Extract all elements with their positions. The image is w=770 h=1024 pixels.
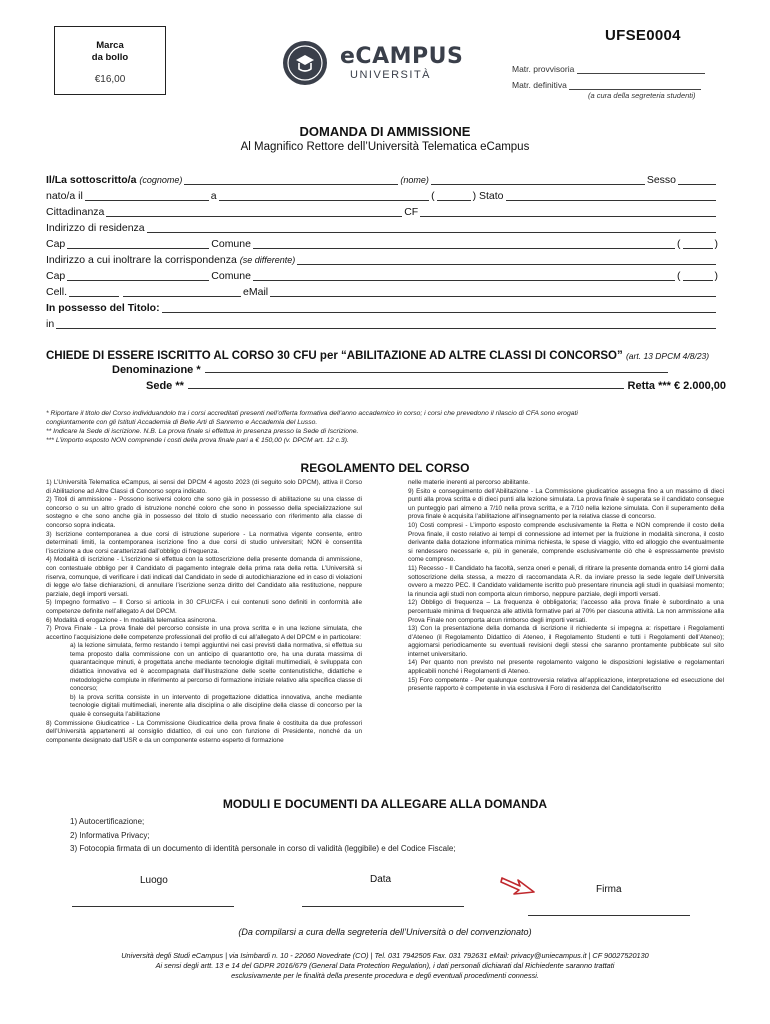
footnotes: [46, 409, 736, 445]
stato-label: ) Stato: [472, 190, 504, 202]
footer-line-1: Università degli Studi eCampus | via Isimbardi n. 10 - 22060 Novedrate (CO) | Tel. 031 7942505 Fax. 031 792631 eMail: privacy@uniecampus.it | CF 90027520130: [121, 951, 649, 960]
row-corrispondenza: [46, 252, 718, 268]
allegati-title: MODULI E DOCUMENTI DA ALLEGARE ALLA DOMANDA: [222, 797, 548, 811]
footnote-1: * Riportare il titolo del Corso individuandolo tra i corsi accreditati presenti nell’offerta formativa dell’anno accademico in corso; i corsi che prevedono il rilascio di CFA sono erogati: [46, 410, 578, 417]
cell-label: Cell.: [46, 286, 68, 298]
cap2-label: Cap: [46, 270, 66, 282]
stamp-price: €16,00: [94, 74, 126, 85]
stato-field[interactable]: [506, 199, 716, 201]
row-cap-comune: [46, 236, 718, 252]
regolamento-item-7: 7) Prova Finale - La prova finale del percorso consiste in una prova scritta e in una lezione simulata, che accertino l’acquisizione delle competenze professionali del profilo di cui all’allegato A del DPCM e in particolare:: [46, 625, 362, 641]
sede-row: [146, 380, 726, 392]
luogo-field[interactable]: [72, 905, 234, 907]
row-cittadinanza: [46, 204, 718, 220]
row-titolo: [46, 300, 718, 316]
titolo-in-field[interactable]: [56, 327, 716, 329]
regolamento-item-12: 12) Obbligo di frequenza – La frequenza è obbligatoria; l’accesso alla prova finale è subordinato a una percentuale minima di frequenza alle attività formative pari al 70% per ciascuna attività. La non ammissione alla Prova Finale non comporta alcun rimborso degli importi versati.: [408, 599, 724, 624]
luogo-nascita-field[interactable]: [219, 199, 429, 201]
denominazione-label: Denominazione *: [112, 364, 201, 376]
regolamento-item-2: 2) Titoli di ammissione - Possono iscriversi coloro che sono già in possesso di abilitazione su una classe di concorso o su un altro grado di istruzione nonché coloro che sono in possesso della specializzazione sul sostegno e che sono anche già in possesso del titolo di studio necessario con riferimento alla classe di concorso sopra indicata.: [46, 496, 362, 529]
prov2-close: ): [714, 270, 718, 282]
footer-line-3: esclusivamente per le finalità della presente procedura e degli eventuali procedimenti connessi.: [231, 971, 539, 980]
titolo-in-label: in: [46, 318, 55, 330]
logo-brand: eCAMPUS: [340, 44, 464, 69]
email-field[interactable]: [270, 295, 716, 297]
sesso-label: Sesso: [646, 174, 676, 186]
comune2-field[interactable]: [253, 279, 675, 281]
corrispondenza-label: Indirizzo a cui inoltrare la corrispondenza: [46, 254, 237, 266]
regolamento-item-9: 9) Esito e conseguimento dell’Abilitazione - La Commissione giudicatrice assegna fino a un massimo di dieci punti alla prova scritta e di dieci punti alla lezione simulata. La prova finale è superata se il candidato consegue un punteggio pari almeno a 7/10 nella prova scritta, e a 7/10 nella lezione simulata. Con il superamento della prova finale è acquisita l’abilitazione all’insegnamento per la relativa classe di concorso.: [408, 487, 724, 521]
regolamento-item-14: 14) Per quanto non previsto nel presente regolamento valgono le disposizioni legislative e regolamentari applicabili nonché i Regolamenti di Ateneo.: [408, 659, 724, 676]
cf-field[interactable]: [420, 215, 716, 217]
nome-label: (nome): [400, 175, 429, 185]
regolamento-item-7a: a) la lezione simulata, fermo restando i tempi aggiuntivi nei casi previsti dalla normativa, si effettua su tema proposto dalla commissione con un anticipo di quarantotto ore, ha una durata massima di quarantacinque minuti, è progettata anche mediante tecnologie digitali multimediali, è sviluppata con didattica innovativa ed è accompagnata dall’illustrazione delle scelte contenutistiche, didattiche e metodologiche compiute in riferimento al percorso di formazione iniziale relativo alla specifica classe di concorso;: [70, 642, 362, 693]
denominazione-row: [112, 364, 672, 376]
arrow-right-icon: [500, 872, 536, 898]
page-subtitle: Al Magnifico Rettore dell’Università Telematica eCampus: [240, 141, 530, 153]
sede-field[interactable]: [188, 387, 624, 389]
personal-data-section: [46, 172, 718, 332]
se-differente-label: (se differente): [239, 255, 296, 265]
row-nascita: [46, 188, 718, 204]
cell-field-2[interactable]: [123, 295, 241, 297]
footnote-1b: congiuntamente con gli Istituti Accademia di Belle Arti di Sanremo e Accademia del Lusso.: [46, 419, 318, 426]
prov2-field[interactable]: [683, 279, 713, 281]
allegati-list: [70, 815, 456, 856]
data-label: Data: [370, 874, 392, 885]
email-label: eMail: [243, 286, 269, 298]
cap-label: Cap: [46, 238, 66, 250]
row-residenza: [46, 220, 718, 236]
stamp-line1: Marca: [96, 40, 124, 51]
cap2-field[interactable]: [67, 279, 209, 281]
prov-close: ): [714, 238, 718, 250]
corrispondenza-field[interactable]: [297, 263, 716, 265]
allegato-item-3: 3) Fotocopia firmata di un documento di identità personale in corso di validità (leggibile) e del Codice Fiscale;: [70, 844, 456, 853]
footer-line-2: Ai sensi degli artt. 13 e 14 del GDPR 2016/679 (General Data Protection Regulation), i dati personali dichiarati dal Richiedente saranno trattati: [155, 961, 615, 970]
regolamento-item-8-cont: nelle materie inerenti al percorso abilitante.: [408, 479, 530, 486]
prov-field[interactable]: [683, 247, 713, 249]
regolamento-item-10: 10) Costi compresi - L’importo esposto comprende esclusivamente la Retta e NON comprende il costo della Prova finale, il costo relativo ai tempi di connessione ad internet per la fruizione in modalità sincrona, il costo derivante dalla dotazione informatica minima richiesta, le spese di viaggio, vitto ed alloggio che eventualmente si rendessero necessarie e, più in generale, comprende esclusivamente ciò che è espressamente previsto come compreso.: [408, 521, 724, 564]
cognome-field[interactable]: [184, 183, 398, 185]
nato-il-label: nato/a il: [46, 190, 83, 202]
chiede-heading: [46, 350, 746, 362]
cognome-label: (cognome): [139, 175, 183, 185]
regolamento-item-6: 6) Modalità di erogazione - In modalità telematica asincrona.: [46, 616, 217, 624]
logo-sub: UNIVERSITÀ: [350, 69, 432, 81]
regolamento-item-15: 15) Foro competente - Per qualunque controversia relativa all’applicazione, interpretazione ed esecuzione del presente rapporto è competente in via esclusiva il Foro di residenza del Candidato/Iscritto: [408, 676, 724, 693]
form-code: UFSE0004: [605, 27, 681, 44]
titolo-field[interactable]: [162, 311, 716, 313]
comune-field[interactable]: [253, 247, 675, 249]
row-contatti: [46, 284, 718, 300]
prov2-open: (: [677, 270, 681, 282]
luogo-nascita-label: a: [210, 190, 217, 202]
regolamento-item-8: 8) Commissione Giudicatrice - La Commissione Giudicatrice della prova finale è costituita da due professori dell’Università appartenenti al consiglio didattico, di cui uno con funzione di Presidente, nonché da un componente designato dall’USR e da un componente esterno esperto di formazione: [46, 719, 362, 744]
regolamento-item-13: 13) Con la presentazione della domanda di iscrizione il richiedente si impegna a: rispettare i Regolamenti d’Ateneo (il Regolamento Didattico di Ateneo, il Regolamento Studenti e tutti i Regolamenti dell’Ateneo); aggiornarsi periodicamente su eventuali revisioni degli stessi che saranno prontamente pubblicate sul sito internet universitario.: [408, 625, 724, 658]
regolamento-title: REGOLAMENTO DEL CORSO: [300, 461, 470, 475]
prov-open: (: [677, 238, 681, 250]
sesso-field[interactable]: [678, 183, 716, 185]
nome-field[interactable]: [431, 183, 645, 185]
matricola-provvisoria-label: Matr. provvisoria: [512, 64, 575, 74]
firma-field[interactable]: [528, 914, 690, 916]
cap-field[interactable]: [67, 247, 209, 249]
sede-label: Sede **: [146, 380, 184, 392]
prov-nascita-field[interactable]: [437, 199, 471, 201]
chiede-text: CHIEDE DI ESSERE ISCRITTO AL CORSO 30 CFU per “ABILITAZIONE AD ALTRE CLASSI DI CONCORSO”: [46, 350, 623, 362]
retta-label: Retta *** € 2.000,00: [627, 380, 726, 392]
data-field[interactable]: [302, 905, 464, 907]
matricola-provvisoria-field[interactable]: [577, 64, 705, 74]
footnote-3: *** L’importo esposto NON comprende i costi della prova finale pari a € 150,00 (v. DPCM art. 12 c.3).: [46, 437, 349, 444]
chiede-ref: (art. 13 DPCM 4/8/23): [625, 351, 710, 361]
regolamento-item-1: 1) L’Università Telematica eCampus, ai sensi del DPCM 4 agosto 2023 (di seguito solo DPCM), attiva il Corso di Abilitazione ad Altre Classi di Concorso sopra indicato.: [46, 479, 362, 495]
regolamento-item-3: 3) Iscrizione contemporanea a due corsi di istruzione superiore - La normativa vigente consente, entro determinati limiti, la contemporanea iscrizione fino a due corsi di studio universitari; NON è consentita l’iscrizione a due corsi caratterizzati dall’obbligo di frequenza.: [46, 530, 362, 555]
comune2-label: Comune: [211, 270, 251, 282]
titolo-label: In possesso del Titolo:: [46, 302, 160, 314]
row-cap-comune-2: [46, 268, 718, 284]
page-footer: [0, 951, 770, 981]
firma-label: Firma: [596, 884, 622, 895]
matricola-definitiva-label: Matr. definitiva: [512, 80, 567, 90]
page-title: DOMANDA DI AMMISSIONE: [299, 124, 471, 139]
residenza-field[interactable]: [147, 231, 716, 233]
cittadinanza-field[interactable]: [106, 215, 402, 217]
sottoscritto-label: Il/La sottoscritto/a: [46, 174, 137, 186]
footnote-2: ** Indicare la Sede di iscrizione. N.B. La prova finale si effettua in presenza presso la Sede di Iscrizione.: [46, 428, 359, 435]
allegato-item-1: 1) Autocertificazione;: [70, 817, 145, 826]
regolamento-item-4: 4) Modalità di iscrizione - L’iscrizione si effettua con la sottoscrizione della presente domanda di ammissione, con contestuale obbligo per il Candidato di pagamento integrale della prima rata della retta. L’Università si riserva, comunque, di verificare i dati indicati dal Candidato in sede di autodichiarazione ed in caso di violazioni di legge e/o false dichiarazioni, di annullare l’iscrizione senza diritto del Candidato alla restituzione, neppure parziale, degli importi versati.: [46, 556, 362, 598]
segreteria-note: (Da compilarsi a cura della segreteria dell’Università o del convenzionato): [238, 927, 532, 937]
matricola-provvisoria: [512, 64, 705, 74]
regolamento-right-column: [408, 479, 724, 694]
row-titolo-in: [46, 316, 718, 332]
matricola-definitiva-field[interactable]: [569, 80, 701, 90]
regolamento-left-column: [46, 479, 362, 745]
regolamento-item-5: 5) Impegno formativo – Il Corso si articola in 30 CFU/CFA i cui contenuti sono definiti in conformità alle competenze definite nell’allegato A del DPCM.: [46, 599, 362, 615]
comune-label: Comune: [211, 238, 251, 250]
ecampus-emblem-icon: [282, 40, 328, 86]
data-nascita-field[interactable]: [85, 199, 209, 201]
cittadinanza-label: Cittadinanza: [46, 206, 105, 218]
matricola-note: (a cura della segreteria studenti): [588, 91, 696, 100]
cf-label: CF: [404, 206, 419, 218]
matricola-definitiva: [512, 80, 701, 90]
cell-field[interactable]: [69, 295, 119, 297]
allegato-item-2: 2) Informativa Privacy;: [70, 830, 150, 840]
stamp-line2: da bollo: [91, 52, 129, 63]
row-name: [46, 172, 718, 188]
luogo-label: Luogo: [140, 875, 168, 886]
residenza-label: Indirizzo di residenza: [46, 222, 145, 234]
regolamento-item-11: 11) Recesso - Il Candidato ha facoltà, senza oneri e penali, di ritirare la presente domanda entro 14 giorni dalla sottoscrizione della stessa, a mezzo di raccomandata A.R. da inviare presso la sede legale dell’Università ovvero a mezzo PEC. Il Candidato validamente iscritto può presentare rinuncia agli studi in qualsiasi momento; la rinuncia agli studi non comporta alcun rimborso, neppure parziale, degli importi versati.: [408, 564, 724, 598]
prov-nascita-open: (: [431, 190, 435, 202]
regolamento-item-7b: b) la prova scritta consiste in un intervento di progettazione didattica innovativa, anche mediante tecnologie digitali multimediali, inerente alla disciplina o alle discipline della classe di concorso per la quale è conseguita l’abilitazione: [70, 693, 362, 719]
ecampus-logo: [282, 40, 482, 86]
denominazione-field[interactable]: [205, 371, 668, 373]
marca-da-bollo-box: [54, 26, 166, 95]
